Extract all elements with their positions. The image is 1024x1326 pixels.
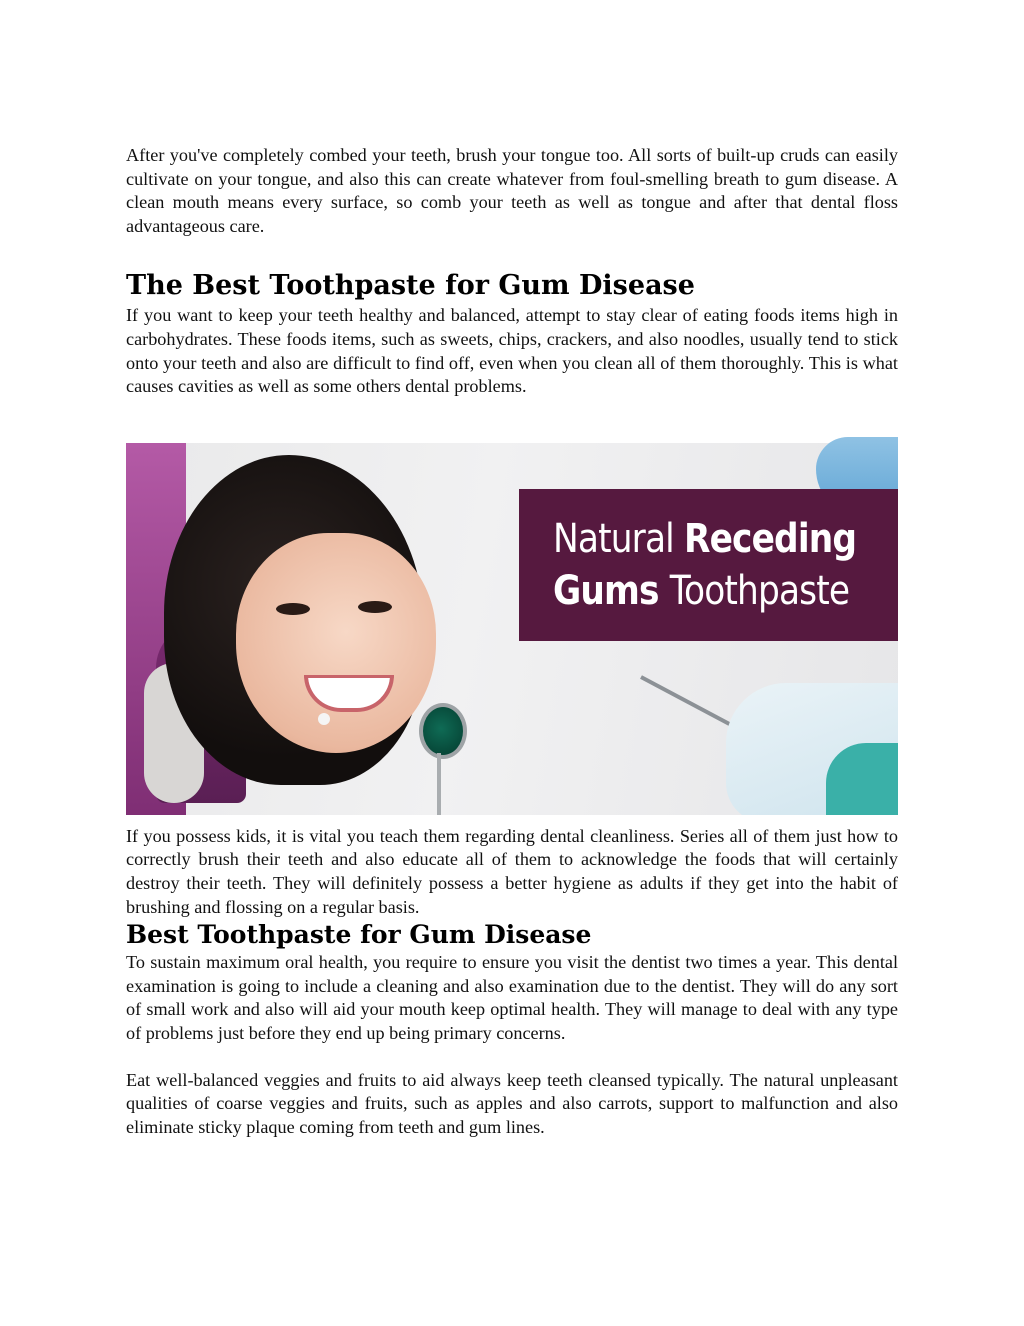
section-heading-main: The Best Toothpaste for Gum Disease [126,270,695,302]
dental-mirror-handle [437,753,441,815]
image-title-banner [519,489,898,641]
veggies-paragraph: Eat well-balanced veggies and fruits to aid always keep teeth cleansed typically. The natural unpleasant qualities of coarse veggies and fruits, such as apples and also carrots, support to malfunction and also eliminate sticky plaque coming from teeth and gum lines. [126,1069,898,1137]
banner-line-1 [553,513,857,565]
left-eye [276,603,310,615]
image-top-margin [126,413,898,443]
dental-mirror [419,703,467,759]
section-heading-sub: Best Toothpaste for Gum Disease [126,920,592,950]
right-eye [358,601,392,613]
banner-word-receding: Receding [683,515,857,562]
hero-image [126,413,898,815]
document-page [126,144,898,1139]
dentist-paragraph: To sustain maximum oral health, you require to ensure you visit the dentist two times a year. This dental examination is going to include a cleaning and also examination due to the dentist. They will do any sort of small work and also will aid your mouth keep optimal health. They will manage to deal with any type of problems just before they end up being primary concerns. [126,952,898,1043]
banner-line-2 [553,565,851,617]
kids-paragraph: If you possess kids, it is vital you teach them regarding dental cleanliness. Series all of them just how to correctly brush their teeth and also educate all of them to acknowledge the foods that will certainly destroy their teeth. They will definitely possess a better hygiene as adults if they get into the habit of brushing and flossing on a regular basis. [126,825,898,917]
banner-word-toothpaste: Toothpaste [669,567,850,614]
banner-word-gums: Gums [553,567,670,614]
intro-paragraph: After you've completely combed your teeth, brush your tongue too. All sorts of built-up cruds can easily cultivate on your tongue, and also this can create whatever from foul-smelling breath to gum disease. A clean mouth means every surface, so comb your teeth as well as tongue and after that dental floss advantageous care. [126,145,898,236]
carbs-paragraph: If you want to keep your teeth healthy and balanced, attempt to stay clear of eating foods items high in carbohydrates. These foods items, such as sweets, chips, crackers, and also noodles, usually tend to stick onto your teeth and also are difficult to find off, even when you clean all of them thoroughly. This is what causes cavities as well as some others dental problems. [126,305,898,397]
woman-face [236,533,436,753]
pearl-earring [318,713,330,725]
banner-word-natural: Natural [553,515,684,562]
